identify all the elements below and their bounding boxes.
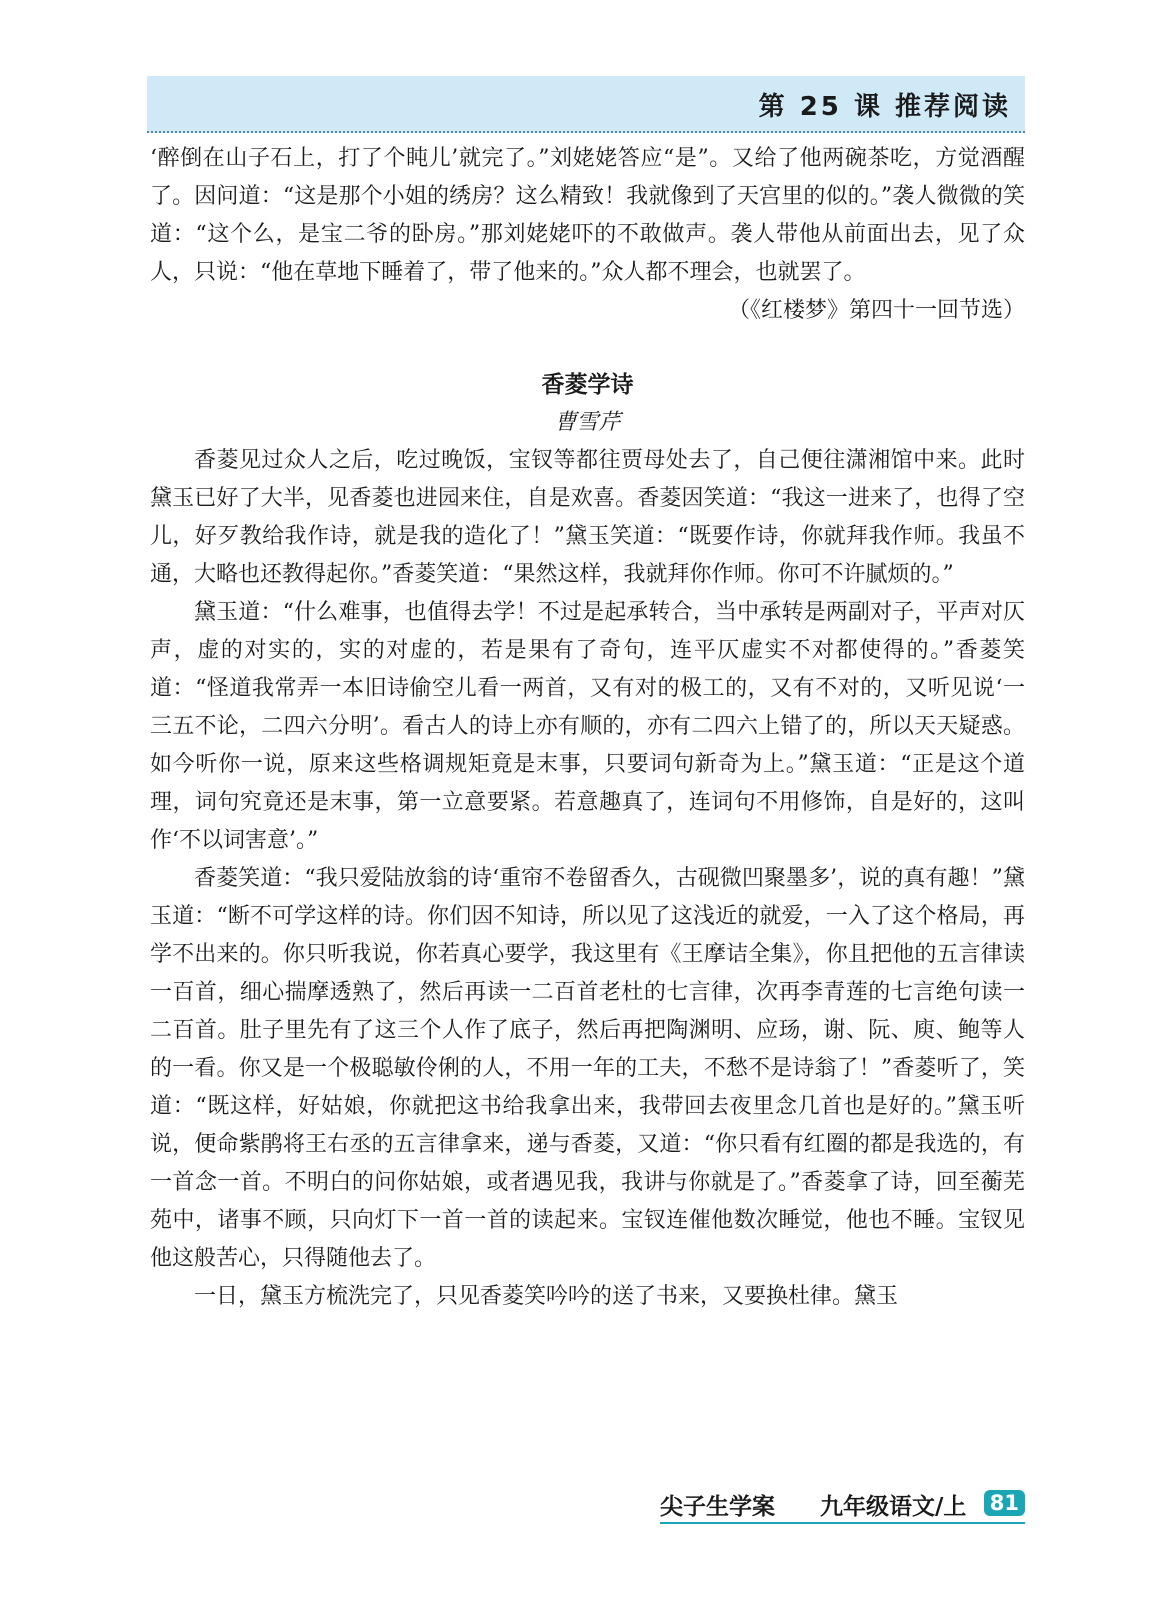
article-title: 香菱学诗 bbox=[541, 372, 634, 398]
page-footer bbox=[660, 1488, 1025, 1524]
article-paragraph: 一日，黛玉方梳洗完了，只见香菱笑吟吟的送了书来，又要换杜律。黛玉 bbox=[194, 1284, 899, 1309]
article-paragraph: 香菱见过众人之后，吃过晚饭，宝钗等都往贾母处去了，自己便往潇湘馆中来。此时黛玉已好了大半，见香菱也进园来住，自是欢喜。香菱因笑道：“我这一进来了，也得了空儿，好歹教给我作诗，就是我的造化了！”黛玉笑道：“既要作诗，你就拜我作师。我虽不通，大略也还教得起你。”香菱笑道：“果然这样，我就拜你作师。你可不许腻烦的。” bbox=[150, 448, 1025, 587]
grade-subject: 九年级语文/上 bbox=[820, 1494, 967, 1520]
continuation-text: ‘醉倒在山子石上，打了个盹儿’就完了。”刘姥姥答应“是”。又给了他两碗茶吃，方觉酒醒了。因问道：“这是那个小姐的绣房？这么精致！我就像到了天宫里的似的。”袭人微微的笑道：“这个么，是宝二爷的卧房。”那刘姥姥吓的不敢做声。袭人带他从前面出去，见了众人，只说：“他在草地下睡着了，带了他来的。”众人都不理会，也就罢了。 bbox=[150, 146, 1025, 285]
article-paragraph: 黛玉道：“什么难事，也值得去学！不过是起承转合，当中承转是两副对子，平声对仄声，虚的对实的，实的对虚的，若是果有了奇句，连平仄虚实不对都使得的。”香菱笑道：“怪道我常弄一本旧诗偷空儿看一两首，又有对的极工的，又有不对的，又听见说‘一三五不论，二四六分明’。看古人的诗上亦有顺的，亦有二四六上错了的，所以天天疑惑。如今听你一说，原来这些格调规矩竟是末事，只要词句新奇为上。”黛玉道：“正是这个道理，词句究竟还是末事，第一立意要紧。若意趣真了，连词句不用修饰，自是好的，这叫作‘不以词害意’。” bbox=[150, 600, 1025, 853]
book-title: 尖子生学案 bbox=[660, 1494, 775, 1520]
page-content bbox=[150, 140, 1025, 1316]
page-number: 81 bbox=[984, 1490, 1025, 1516]
article-author: 曹雪芹 bbox=[554, 410, 621, 435]
source-citation: （《红楼梦》第四十一回节选） bbox=[727, 298, 1025, 323]
lesson-header bbox=[147, 76, 1025, 133]
lesson-title: 第 25 课 推荐阅读 bbox=[758, 92, 1011, 122]
article-paragraph: 香菱笑道：“我只爱陆放翁的诗‘重帘不卷留香久，古砚微凹聚墨多’，说的真有趣！”黛玉道：“断不可学这样的诗。你们因不知诗，所以见了这浅近的就爱，一入了这个格局，再学不出来的。你只听我说，你若真心要学，我这里有《王摩诘全集》，你且把他的五言律读一百首，细心揣摩透熟了，然后再读一二百首老杜的七言律，次再李青莲的七言绝句读一二百首。肚子里先有了这三个人作了底子，然后再把陶渊明、应玚，谢、阮、庾、鲍等人的一看。你又是一个极聪敏伶俐的人，不用一年的工夫，不愁不是诗翁了！”香菱听了，笑道：“既这样，好姑娘，你就把这书给我拿出来，我带回去夜里念几首也是好的。”黛玉听说，便命紫鹃将王右丞的五言律拿来，递与香菱，又道：“你只看有红圈的都是我选的，有一首念一首。不明白的问你姑娘，或者遇见我，我讲与你就是了。”香菱拿了诗，回至蘅芜苑中，诸事不顾，只向灯下一首一首的读起来。宝钗连催他数次睡觉，他也不睡。宝钗见他这般苦心，只得随他去了。 bbox=[150, 866, 1026, 1271]
